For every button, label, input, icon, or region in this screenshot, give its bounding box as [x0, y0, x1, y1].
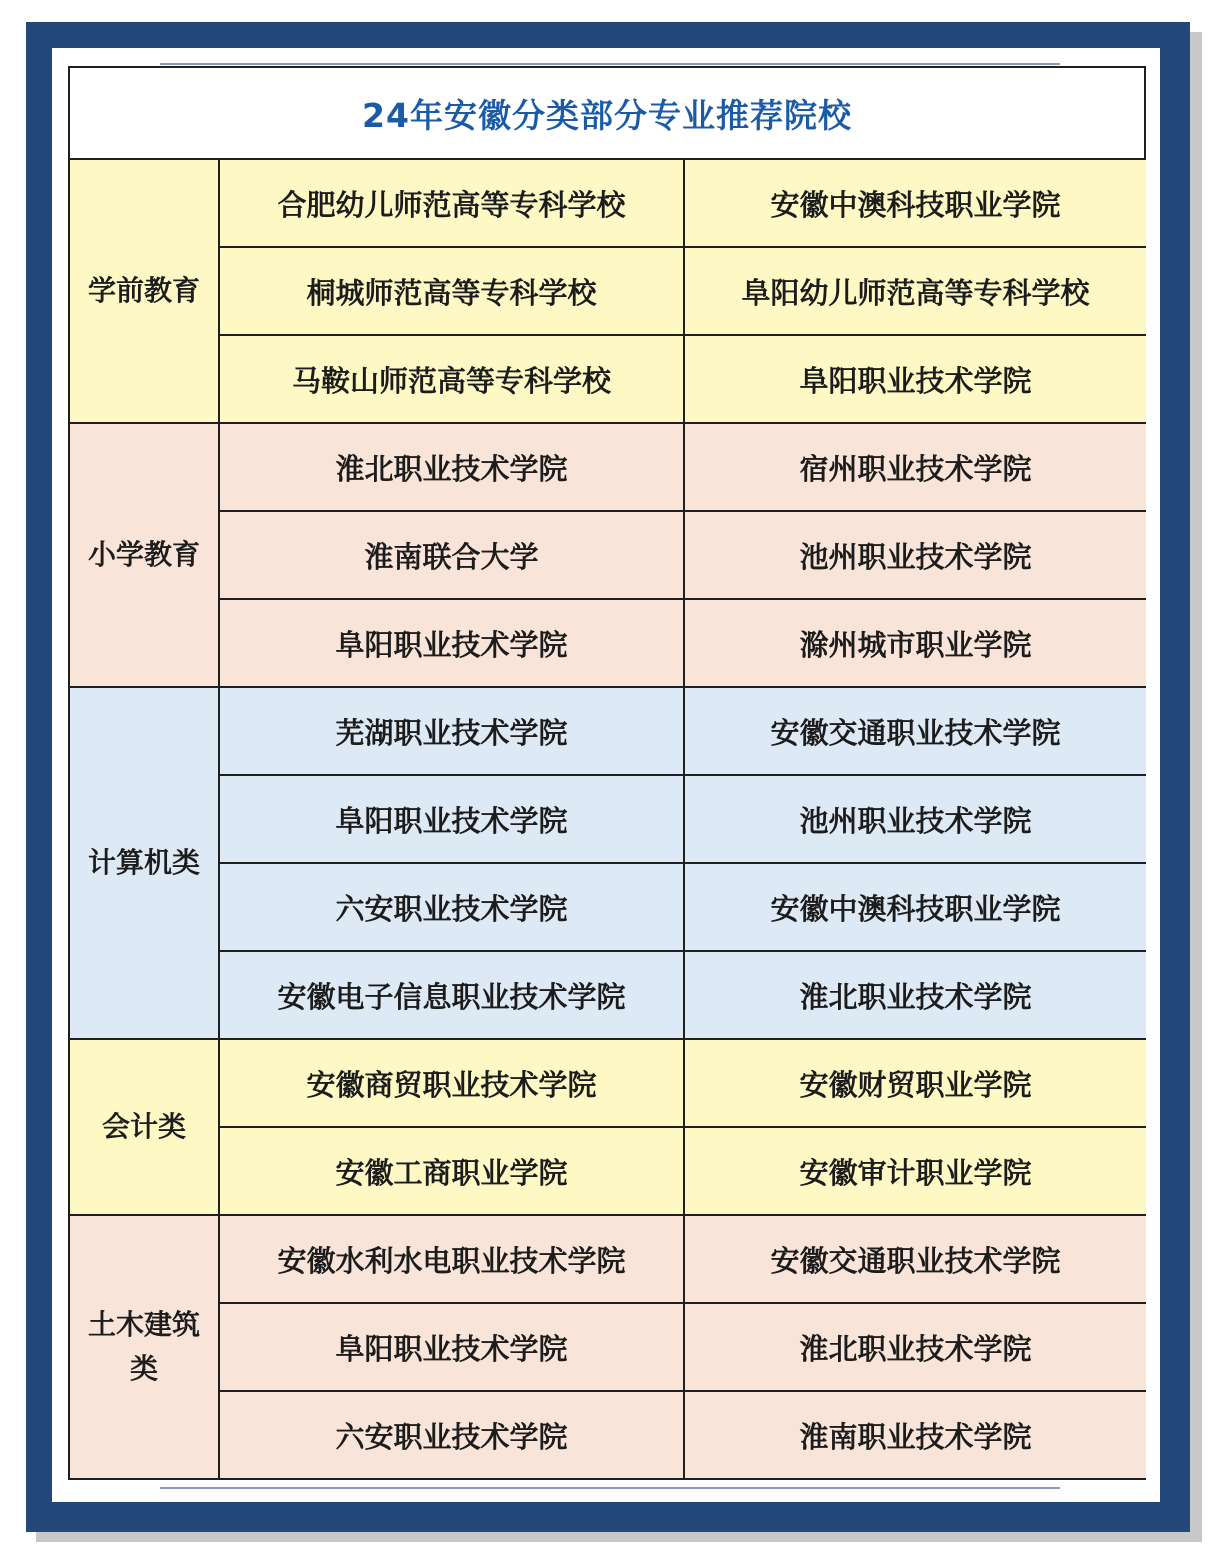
- school-cell: 阜阳职业技术学院: [219, 775, 684, 863]
- category-cell: 计算机类: [69, 687, 219, 1039]
- school-cell: 淮南联合大学: [219, 511, 684, 599]
- school-cell: 安徽水利水电职业技术学院: [219, 1215, 684, 1303]
- table-row: [69, 247, 1146, 335]
- school-cell: 阜阳职业技术学院: [219, 1303, 684, 1391]
- table-row: [69, 335, 1146, 423]
- table-row: [69, 951, 1146, 1039]
- school-cell: 阜阳职业技术学院: [684, 335, 1146, 423]
- school-cell: 六安职业技术学院: [219, 863, 684, 951]
- school-cell: 淮北职业技术学院: [684, 1303, 1146, 1391]
- school-cell: 芜湖职业技术学院: [219, 687, 684, 775]
- table-row: [69, 1127, 1146, 1215]
- category-cell: 土木建筑类: [69, 1215, 219, 1479]
- table-row: [69, 159, 1146, 247]
- school-cell: 安徽财贸职业学院: [684, 1039, 1146, 1127]
- table-row: [69, 687, 1146, 775]
- school-cell: 桐城师范高等专科学校: [219, 247, 684, 335]
- school-cell: 安徽中澳科技职业学院: [684, 159, 1146, 247]
- school-cell: 池州职业技术学院: [684, 775, 1146, 863]
- category-cell: 会计类: [69, 1039, 219, 1215]
- category-cell: 学前教育: [69, 159, 219, 423]
- decorative-rule-bottom: [160, 1487, 1060, 1489]
- table-row: [69, 423, 1146, 511]
- school-cell: 淮北职业技术学院: [684, 951, 1146, 1039]
- decorative-rule-top: [160, 63, 1060, 65]
- school-cell: 安徽工商职业学院: [219, 1127, 684, 1215]
- table-row: [69, 1039, 1146, 1127]
- school-cell: 安徽交通职业技术学院: [684, 1215, 1146, 1303]
- table-row: [69, 1391, 1146, 1479]
- school-cell: 安徽交通职业技术学院: [684, 687, 1146, 775]
- school-cell: 安徽审计职业学院: [684, 1127, 1146, 1215]
- table-row: [69, 1303, 1146, 1391]
- table-row: [69, 1215, 1146, 1303]
- school-table-sheet: [68, 66, 1146, 1484]
- title-bar: [68, 66, 1146, 158]
- table-row: [69, 863, 1146, 951]
- school-cell: 阜阳幼儿师范高等专科学校: [684, 247, 1146, 335]
- table-row: [69, 775, 1146, 863]
- school-cell: 淮北职业技术学院: [219, 423, 684, 511]
- school-cell: 六安职业技术学院: [219, 1391, 684, 1479]
- school-cell: 安徽电子信息职业技术学院: [219, 951, 684, 1039]
- school-cell: 阜阳职业技术学院: [219, 599, 684, 687]
- table-row: [69, 511, 1146, 599]
- school-cell: 马鞍山师范高等专科学校: [219, 335, 684, 423]
- school-table: [68, 158, 1146, 1480]
- school-cell: 滁州城市职业学院: [684, 599, 1146, 687]
- school-cell: 池州职业技术学院: [684, 511, 1146, 599]
- school-cell: 合肥幼儿师范高等专科学校: [219, 159, 684, 247]
- category-cell: 小学教育: [69, 423, 219, 687]
- school-cell: 淮南职业技术学院: [684, 1391, 1146, 1479]
- page-title: 24年安徽分类部分专业推荐院校: [362, 95, 852, 135]
- school-cell: 安徽商贸职业技术学院: [219, 1039, 684, 1127]
- school-cell: 宿州职业技术学院: [684, 423, 1146, 511]
- table-row: [69, 599, 1146, 687]
- school-cell: 安徽中澳科技职业学院: [684, 863, 1146, 951]
- school-table-body: [69, 159, 1146, 1479]
